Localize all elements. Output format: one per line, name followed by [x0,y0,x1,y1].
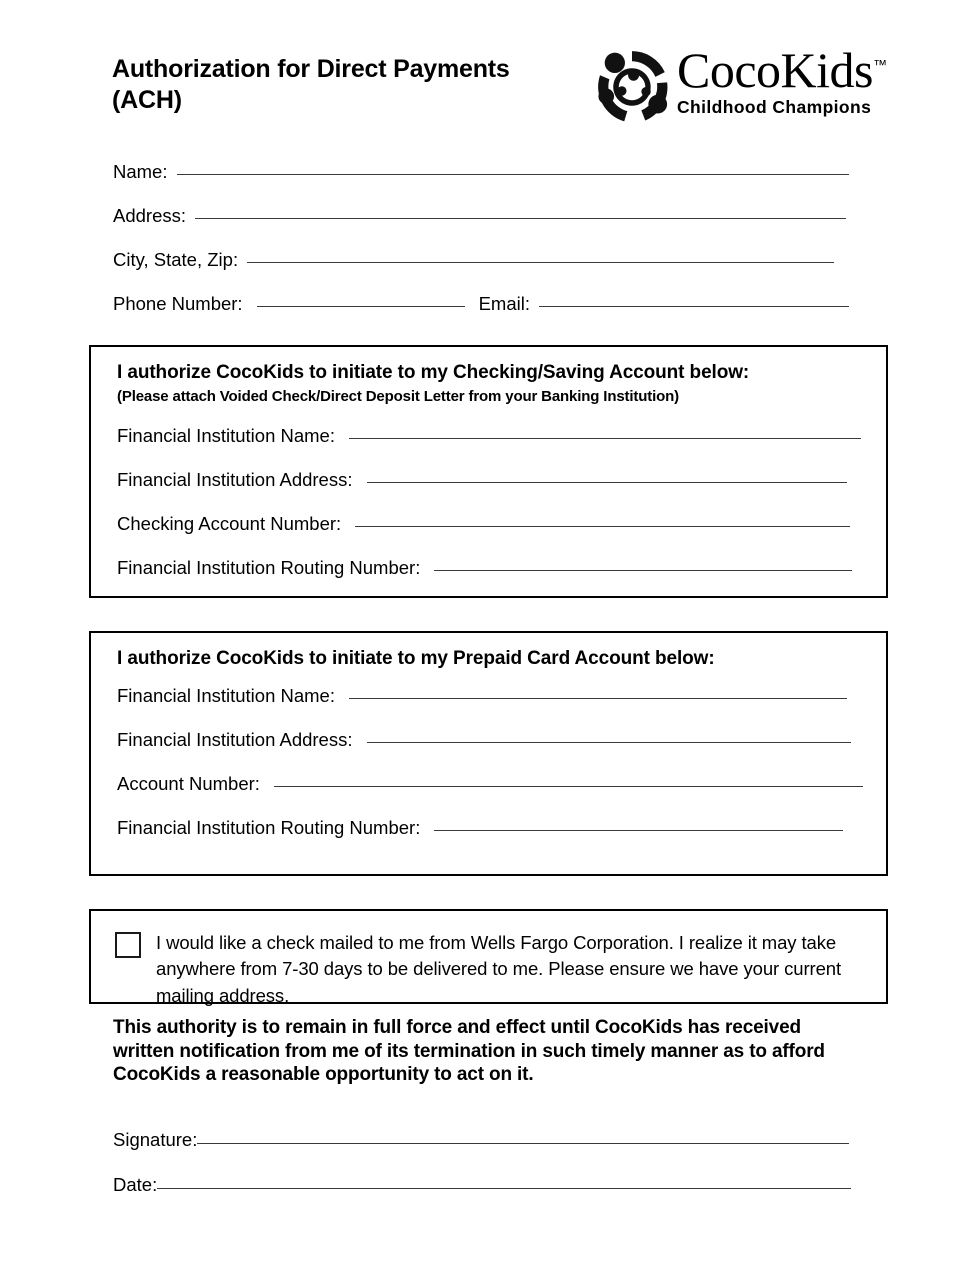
checking-account-number-row [117,513,850,535]
checking-routing-number-label: Financial Institution Routing Number: [117,557,421,578]
city-state-zip-label: City, State, Zip: [113,249,239,270]
checking-institution-address-row [117,469,847,491]
checking-institution-address-input[interactable] [367,482,847,483]
prepaid-account-number-label: Account Number: [117,773,260,794]
mail-check-label: I would like a check mailed to me from Wells Fargo Corporation. I realize it may take anywhere from 7-30 days to be delivered to me. Please ensure we have your current mailing address. [156,932,841,1006]
checking-section-subheading: (Please attach Voided Check/Direct Deposit Letter from your Banking Institution) [117,388,679,405]
trademark-icon: ™ [873,56,887,73]
prepaid-section-heading: I authorize CocoKids to initiate to my Prepaid Card Account below: [117,648,715,669]
address-label: Address: [113,205,187,226]
date-input[interactable] [157,1188,851,1189]
phone-input[interactable] [257,306,465,307]
checking-routing-number-row [117,557,852,579]
prepaid-institution-address-input[interactable] [367,742,851,743]
signature-label: Signature: [113,1129,198,1150]
city-state-zip-field-row [113,249,834,271]
name-label: Name: [113,161,168,182]
prepaid-institution-name-label: Financial Institution Name: [117,685,335,706]
prepaid-institution-address-row [117,729,851,751]
logo-wordmark [677,42,887,98]
date-label: Date: [113,1174,158,1195]
checking-account-number-input[interactable] [355,526,850,527]
prepaid-routing-number-label: Financial Institution Routing Number: [117,817,421,838]
email-input[interactable] [539,306,849,307]
mail-check-option-row[interactable] [115,930,864,1009]
authority-statement: This authority is to remain in full force and effect until CocoKids has received written notification from me of its termination in such timely manner as to afford CocoKids a reasonable opportunity to act on it. [113,1017,825,1086]
name-input[interactable] [177,174,849,175]
checking-routing-number-input[interactable] [434,570,852,571]
phone-label: Phone Number: [113,293,243,314]
checking-institution-name-label: Financial Institution Name: [117,425,335,446]
page-title [112,44,510,115]
form-header [112,44,890,126]
checking-institution-address-label: Financial Institution Address: [117,469,353,490]
prepaid-institution-name-input[interactable] [349,698,847,699]
prepaid-routing-number-row [117,817,843,839]
prepaid-institution-name-row [117,685,847,707]
phone-email-field-row [113,293,849,315]
checking-institution-name-input[interactable] [349,438,861,439]
cocokids-circular-swirl-icon [593,48,671,126]
mail-check-option-section [89,909,888,1004]
checking-account-number-label: Checking Account Number: [117,513,342,534]
prepaid-institution-address-label: Financial Institution Address: [117,729,353,750]
prepaid-account-number-row [117,773,863,795]
logo-tagline: Childhood Champions [677,97,872,117]
mail-check-checkbox[interactable] [115,932,141,958]
prepaid-card-authorization-section [89,631,888,876]
name-field-row [113,161,849,183]
prepaid-routing-number-input[interactable] [434,830,843,831]
signature-input[interactable] [197,1143,849,1144]
email-label: Email: [478,293,530,314]
prepaid-account-number-input[interactable] [274,786,863,787]
checking-section-heading: I authorize CocoKids to initiate to my Checking/Saving Account below: [117,362,750,383]
address-field-row [113,205,846,227]
cocokids-logo [593,44,887,126]
page-title-line-1: Authorization for Direct Payments [112,55,510,83]
date-field-row [113,1174,851,1196]
city-state-zip-input[interactable] [247,262,834,263]
logo-text [677,44,887,118]
address-input[interactable] [195,218,846,219]
logo-wordmark-text: CocoKids [677,42,873,98]
checking-institution-name-row [117,425,861,447]
signature-field-row [113,1129,849,1151]
page-title-line-2: (ACH) [112,85,182,114]
checking-savings-authorization-section [89,345,888,598]
